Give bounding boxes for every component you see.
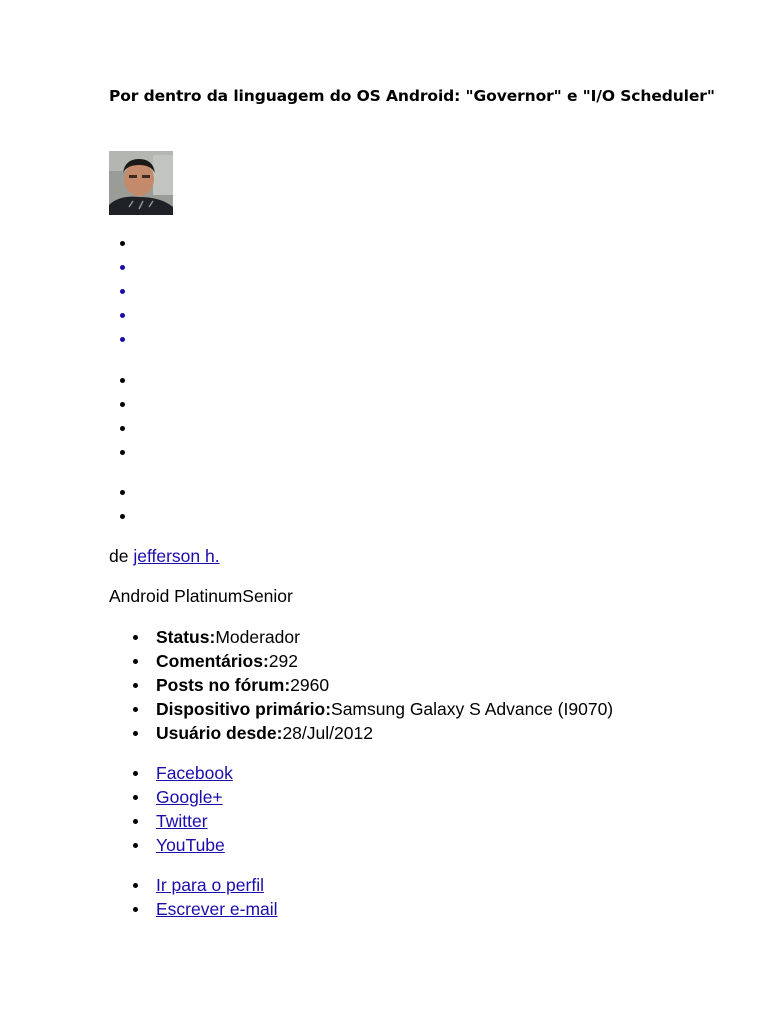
device-label: Dispositivo primário: [156, 699, 332, 719]
byline-prefix: de [109, 546, 134, 566]
profile-posts [109, 673, 613, 697]
bullet-icon [120, 265, 125, 270]
bullet-icon [133, 819, 138, 824]
bullet-icon [133, 771, 138, 776]
facebook-link[interactable]: Facebook [156, 763, 233, 783]
posts-label: Posts no fórum: [156, 675, 291, 695]
status-label: Status: [156, 627, 216, 647]
social-item-twitter [109, 809, 233, 833]
bullet-icon [133, 883, 138, 888]
action-item-email [109, 897, 278, 921]
bullet-icon [120, 289, 125, 294]
bullet-icon [120, 378, 125, 383]
social-item-googleplus [109, 785, 233, 809]
user-rank: Android PlatinumSenior [109, 586, 293, 606]
bullet-icon [133, 707, 138, 712]
status-value: Moderador [215, 627, 300, 647]
bullet-icon [133, 795, 138, 800]
author-link[interactable]: jefferson h. [133, 546, 220, 566]
comments-label: Comentários: [156, 651, 269, 671]
avatar[interactable] [109, 151, 173, 215]
social-links-list [109, 761, 233, 857]
bullet-icon [133, 635, 138, 640]
action-item-profile [109, 873, 278, 897]
bullet-icon [120, 426, 125, 431]
profile-since [109, 721, 613, 745]
article-title: Por dentro da linguagem do OS Android: "Governor" e "I/O Scheduler" [109, 87, 715, 105]
bullet-icon [120, 337, 125, 342]
bullet-icon [120, 490, 125, 495]
posts-value: 2960 [290, 675, 330, 695]
go-to-profile-link[interactable]: Ir para o perfil [156, 875, 264, 895]
bullet-icon [133, 659, 138, 664]
bullet-icon [120, 402, 125, 407]
bullet-icon [133, 731, 138, 736]
write-email-link[interactable]: Escrever e-mail [156, 899, 278, 919]
bullet-icon [133, 683, 138, 688]
comments-value: 292 [268, 651, 298, 671]
since-value: 28/Jul/2012 [282, 723, 373, 743]
profile-actions-list [109, 873, 278, 921]
bullet-icon [133, 843, 138, 848]
bullet-icon [120, 514, 125, 519]
bullet-icon [133, 907, 138, 912]
device-value: Samsung Galaxy S Advance (I9070) [331, 699, 614, 719]
profile-info-list [109, 625, 613, 745]
bullet-icon [120, 313, 125, 318]
byline [109, 544, 220, 568]
since-label: Usuário desde: [156, 723, 283, 743]
article-container [109, 84, 729, 919]
social-item-facebook [109, 761, 233, 785]
googleplus-link[interactable]: Google+ [156, 787, 223, 807]
profile-comments [109, 649, 613, 673]
twitter-link[interactable]: Twitter [156, 811, 208, 831]
social-item-youtube [109, 833, 233, 857]
bullet-icon [120, 241, 125, 246]
bullet-icon [120, 450, 125, 455]
profile-device [109, 697, 613, 721]
avatar-image [109, 151, 173, 215]
youtube-link[interactable]: YouTube [156, 835, 225, 855]
profile-status [109, 625, 613, 649]
